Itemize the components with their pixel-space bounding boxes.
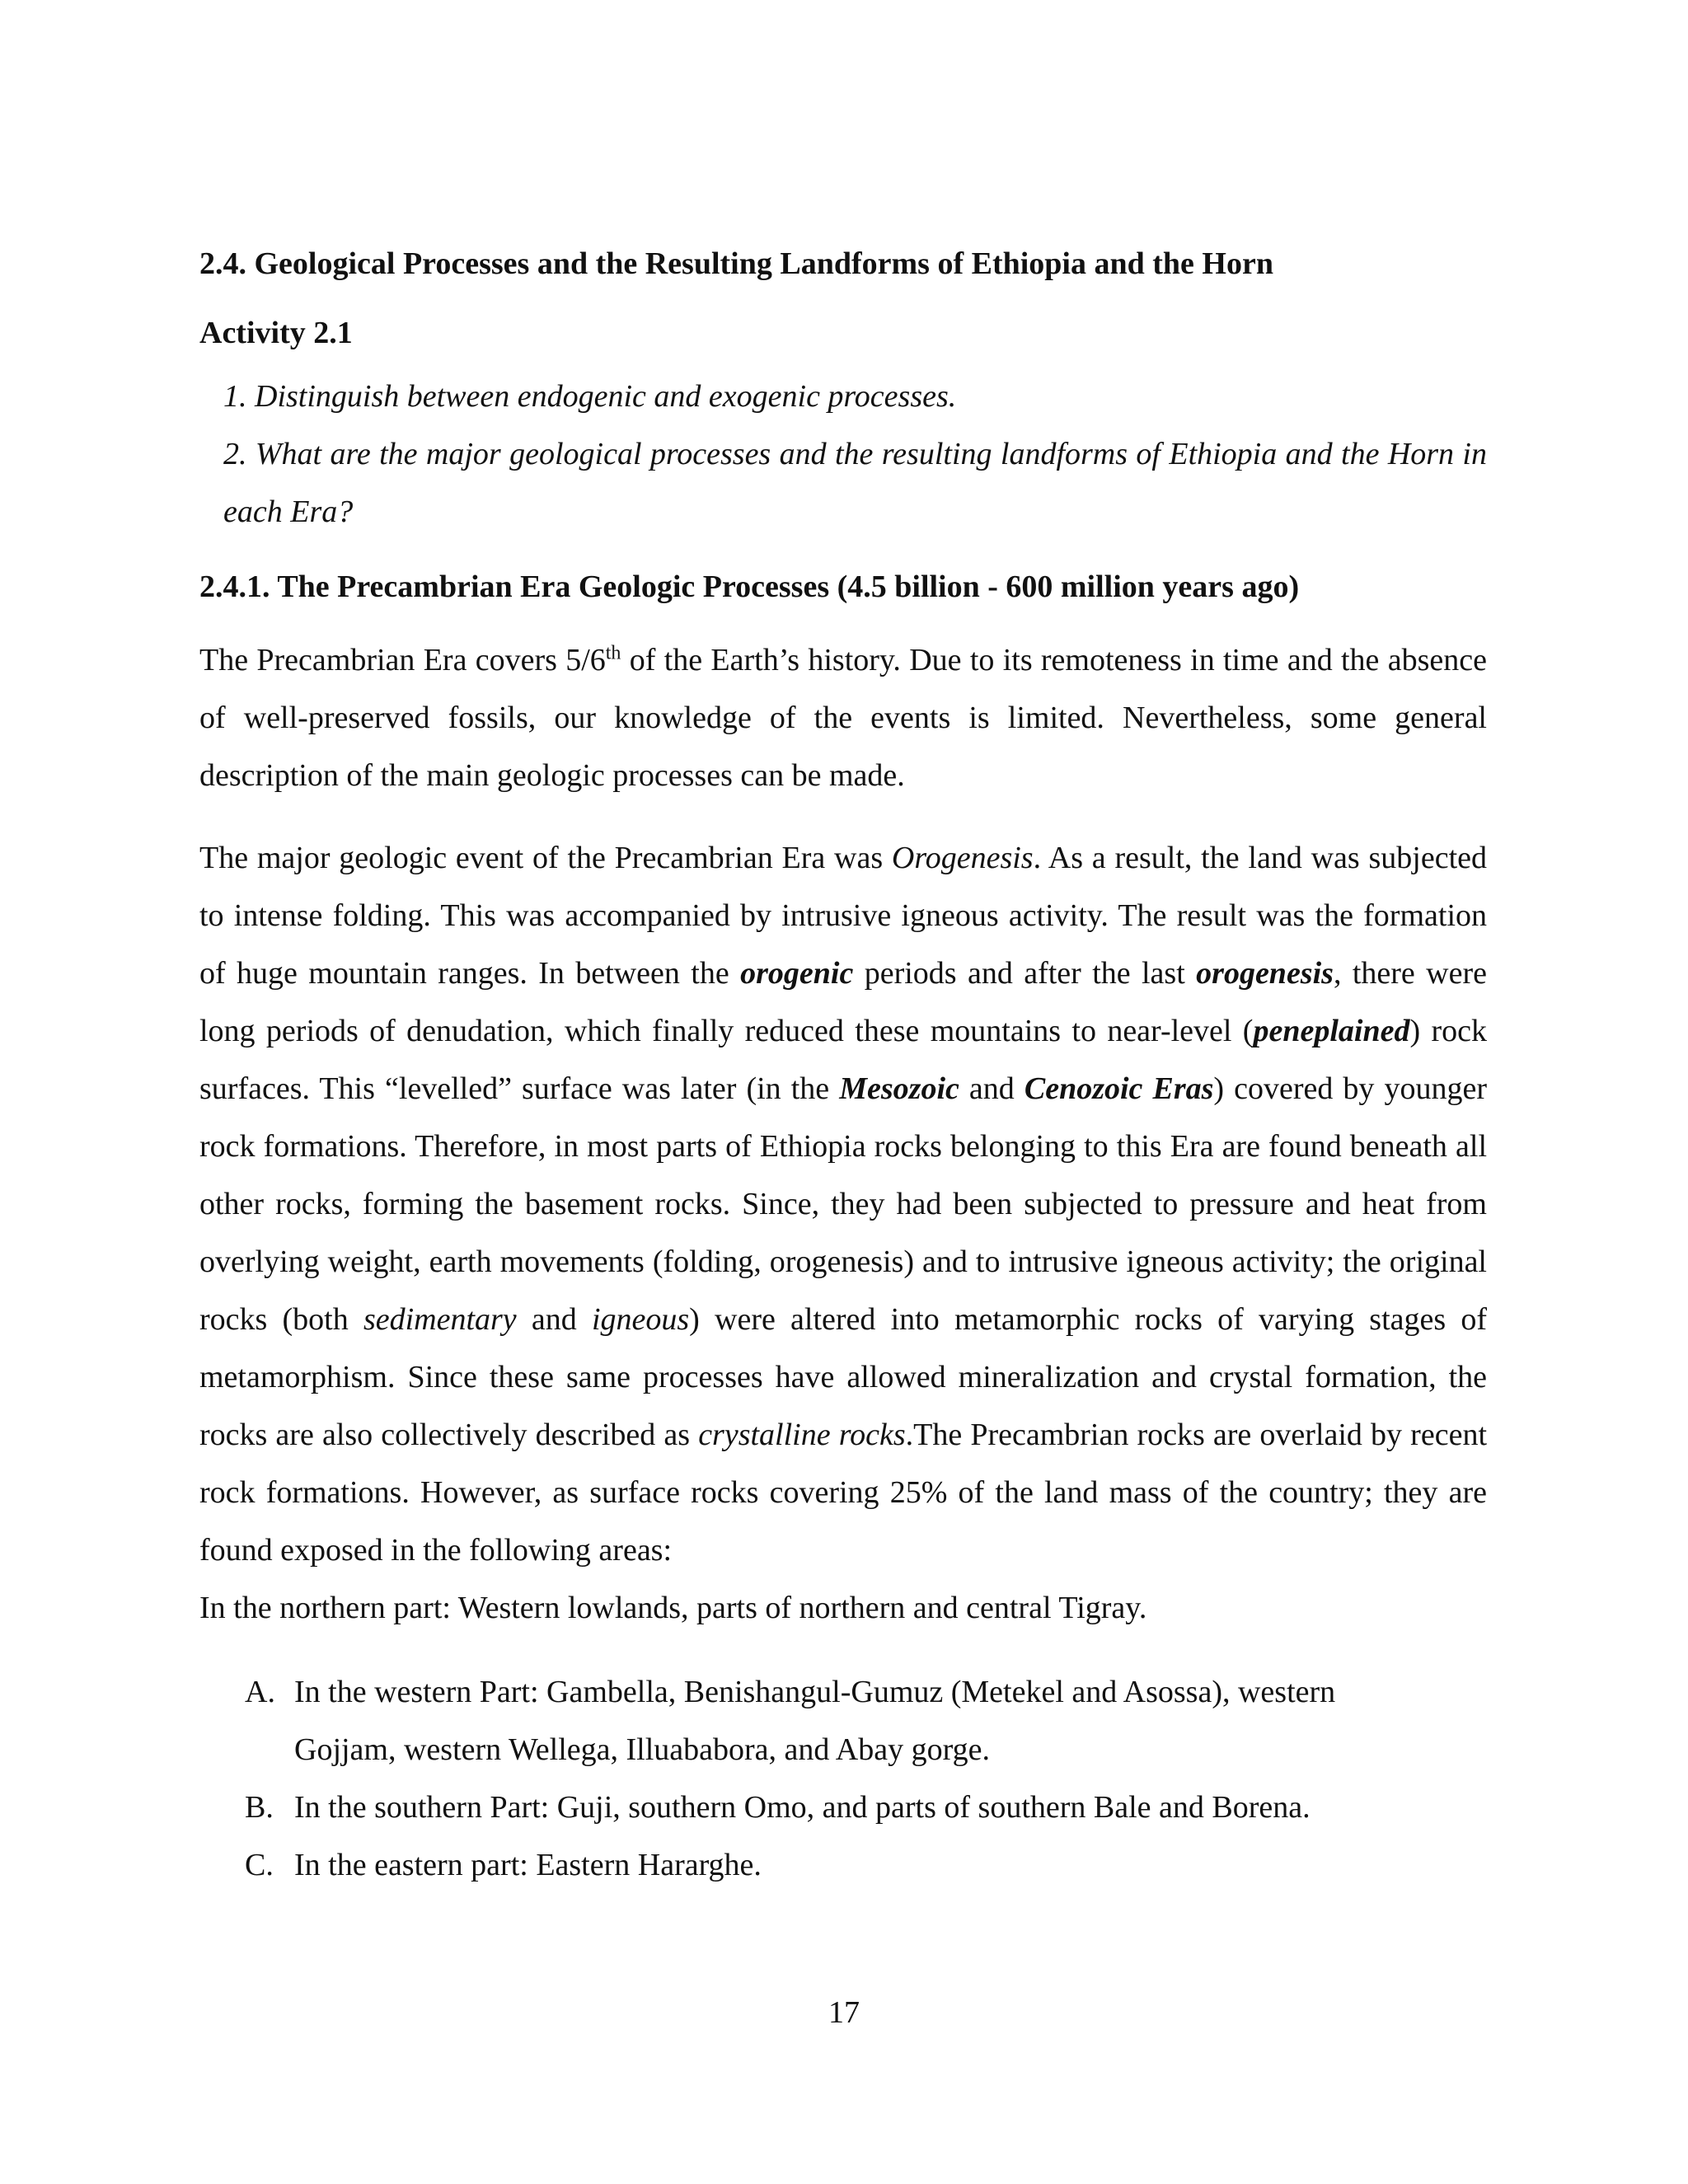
paragraph-text: The Precambrian Era covers 5/6 [199,643,606,677]
superscript: th [605,642,621,664]
list-item [199,1836,1487,1894]
subsection-title: 2.4.1. The Precambrian Era Geologic Processes (4.5 billion - 600 million years ago) [199,569,1300,604]
list-item-text: In the eastern part: Eastern Hararghe. [294,1848,762,1882]
activity-question: 2. What are the major geological processes and the resulting landforms of Ethiopia and the Horn in each Era? [223,437,1487,529]
paragraph-text: The major geologic event of the Precambrian Era was [199,841,892,875]
activity-title: Activity 2.1 [199,316,353,350]
activity-question: 1. Distinguish between endogenic and exogenic processes. [223,379,957,414]
paragraph-text: ) were altered into metamorphic rocks of varying stages of metamorphism. Since these same processes have allowed mineralization and crystal formation, the rocks are also collectively described as [199,1302,1488,1452]
document-page [199,244,1487,1894]
paragraph-text: periods and after the last [853,956,1197,991]
paragraph-orogenesis [199,829,1487,1579]
paragraph-text: and [516,1302,592,1337]
paragraph-text: and [959,1071,1025,1106]
exposed-areas-list [199,1663,1487,1894]
paragraph-text: of the Earth’s history. Due to its remoteness in time and the absence of well-preserved fossils, our knowledge of the events is limited. Nevertheless, some general description of the main geologic processes can be made. [199,643,1487,793]
term-cenozoic: Cenozoic Eras [1024,1071,1214,1106]
list-marker: C. [245,1848,274,1882]
paragraph-text: ) rock surfaces. This “levelled” surface was later (in the [199,1014,1487,1106]
list-marker: A. [245,1675,275,1709]
term-mesozoic: Mesozoic [839,1071,959,1106]
term-orogenesis: Orogenesis [891,841,1034,875]
term-orogenesis-bold: orogenesis [1196,956,1334,991]
page-number: 17 [828,1995,860,2030]
list-marker: B. [245,1790,274,1825]
list-item-text: In the western Part: Gambella, Benishangul-Gumuz (Metekel and Asossa), western Gojjam, western Wellega, Illuababora, and Abay gorge. [294,1675,1336,1767]
term-igneous: igneous [591,1302,690,1337]
list-item [199,1779,1487,1836]
term-peneplained: peneplained [1253,1014,1410,1048]
paragraph-text: . As a result, the land was subjected to intense folding. This was accompanied by intrusive igneous activity. The result was the formation of huge mountain ranges. In between the [199,841,1488,991]
paragraph-intro [199,631,1487,804]
activity-questions [199,368,1487,541]
paragraph-text: .The Precambrian rocks are overlaid by recent rock formations. However, as surface rocks covering 25% of the land mass of the country; they are found exposed in the following areas: [199,1418,1487,1568]
term-orogenic: orogenic [740,956,854,991]
list-item-text: In the southern Part: Guji, southern Omo, and parts of southern Bale and Borena. [294,1790,1311,1825]
section-title: 2.4. Geological Processes and the Resulting Landforms of Ethiopia and the Horn [199,246,1273,281]
term-sedimentary: sedimentary [363,1302,517,1337]
term-crystalline-rocks: crystalline rocks [698,1418,906,1452]
paragraph-text: , there were long periods of denudation, which finally reduced these mountains to near-level ( [199,956,1487,1048]
list-item [199,1663,1487,1779]
paragraph-text: ) covered by younger rock formations. Therefore, in most parts of Ethiopia rocks belonging to this Era are found beneath all other rocks, forming the basement rocks. Since, they had been subjected to pressure and heat from overlying weight, earth movements (folding, orogenesis) and to intrusive igneous activity; the original rocks (both [199,1071,1487,1337]
northern-part-line: In the northern part: Western lowlands, parts of northern and central Tigray. [199,1591,1147,1625]
